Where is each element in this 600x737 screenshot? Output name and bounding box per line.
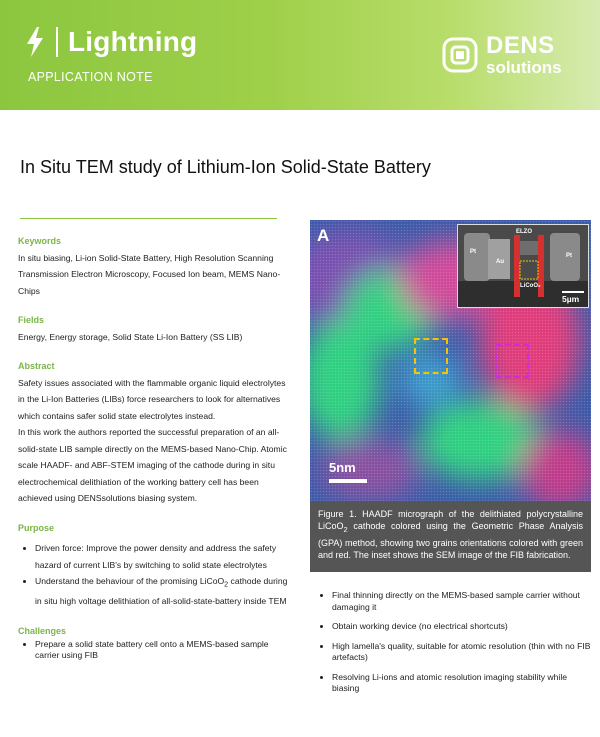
logo-wordmark: DENS: [486, 32, 555, 59]
header-banner: [0, 0, 600, 110]
challenge-item: • Final thinning directly on the MEMS-based sample carrier without damaging it: [332, 590, 592, 613]
dens-logo-icon: [442, 37, 478, 73]
page-title: In Situ TEM study of Lithium-Ion Solid-State Battery: [20, 157, 431, 177]
challenge-item: • Obtain working device (no electrical shortcuts): [332, 621, 592, 633]
caption-text: cathode colored using the Geometric Phase Analysis (GPA) method, showing two grains orientations colored with green and red. The inset shows the SEM image of the FIB fabrication.: [318, 521, 583, 561]
subscript: 2: [343, 525, 348, 535]
inset-label-pt-right: Pt: [566, 253, 572, 259]
inset-label-licoo2: LiCoO₂: [520, 283, 541, 289]
challenge-item: • High lamella's quality, suitable for atomic resolution (thin with no FIB artefacts): [332, 641, 592, 664]
challenges-heading: Challenges: [18, 625, 67, 636]
logo-subtext: solutions: [486, 58, 562, 77]
inset-label-elzo: ELZO: [516, 229, 532, 235]
fields-section: [18, 312, 294, 345]
brand-divider: [56, 27, 58, 57]
title-divider: [20, 218, 277, 219]
purpose-item-text: cathode during in situ high voltage delithiation of all-solid-state-battery inside TEM: [35, 576, 288, 607]
panel-label: A: [317, 226, 330, 245]
sem-inset: [457, 224, 589, 308]
subscript: 2: [224, 580, 229, 589]
caption-text: Figure 1. HAADF micrograph of the delithiated polycrystalline LiCoO: [318, 509, 583, 532]
abstract-paragraph-1: Safety issues associated with the flammable organic liquid electrolytes in the Li-Ion Batteries (LIBs) force researchers to look for alternatives which contains safer solid state electrolytes instead.: [18, 377, 286, 421]
keywords-section: [18, 233, 294, 299]
abstract-paragraph-2: In this work the authors reported the successful preparation of an all-solid-state LIB sample directly on the MEMS-based Nano-Chip. Atomic scale HAADF- and ABF-STEM imaging of the cathode during in situ electrochemical delithiation of the working battery cell has been achieved using DENSsolutions biasing system.: [18, 427, 287, 503]
purpose-section: [18, 520, 294, 610]
challenge-item: • Prepare a solid state battery cell onto a MEMS-based sample carrier using FIB: [35, 639, 294, 662]
yellow-roi-box: [414, 338, 448, 374]
purpose-item: • Driven force: Improve the power density and address the safety hazard of current LIB's by switching to solid state electrolytes: [35, 540, 294, 573]
company-logo: [442, 34, 562, 76]
purpose-item: [35, 573, 294, 610]
scale-bar-label: 5nm: [329, 460, 356, 475]
inset-scale-bar: [562, 291, 584, 304]
keywords-text: In situ biasing, Li-ion Solid-State Battery, High Resolution Scanning Transmission Electron Microscopy, Focused Ion beam, MEMS Nano-Chips: [18, 252, 281, 296]
document-type: APPLICATION NOTE: [28, 70, 153, 84]
fields-text: Energy, Energy storage, Solid State Li-Ion Battery (SS LIB): [18, 331, 243, 342]
challenges-section: [18, 623, 294, 662]
magenta-roi-box: [495, 344, 529, 378]
inset-scale-label: 5µm: [562, 294, 580, 304]
abstract-section: [18, 358, 294, 507]
abstract-heading: Abstract: [18, 361, 55, 371]
keywords-heading: Keywords: [18, 236, 62, 246]
brand: [24, 26, 197, 58]
figure-caption: [310, 501, 591, 572]
purpose-item-text: Understand the behaviour of the promising LiCoO: [35, 576, 225, 586]
purpose-heading: Purpose: [18, 522, 55, 533]
fields-heading: Fields: [18, 315, 45, 325]
scale-bar: [329, 460, 367, 483]
inset-label-au: Au: [496, 259, 504, 265]
challenges-continued: [312, 590, 592, 703]
haadf-micrograph: [310, 220, 591, 501]
challenge-item: • Resolving Li-ions and atomic resolution imaging stability while biasing: [332, 672, 592, 695]
left-column: [18, 233, 294, 675]
inset-label-pt-left: Pt: [470, 249, 476, 255]
lightning-bolt-icon: [24, 27, 46, 57]
brand-name: Lightning: [68, 26, 198, 57]
